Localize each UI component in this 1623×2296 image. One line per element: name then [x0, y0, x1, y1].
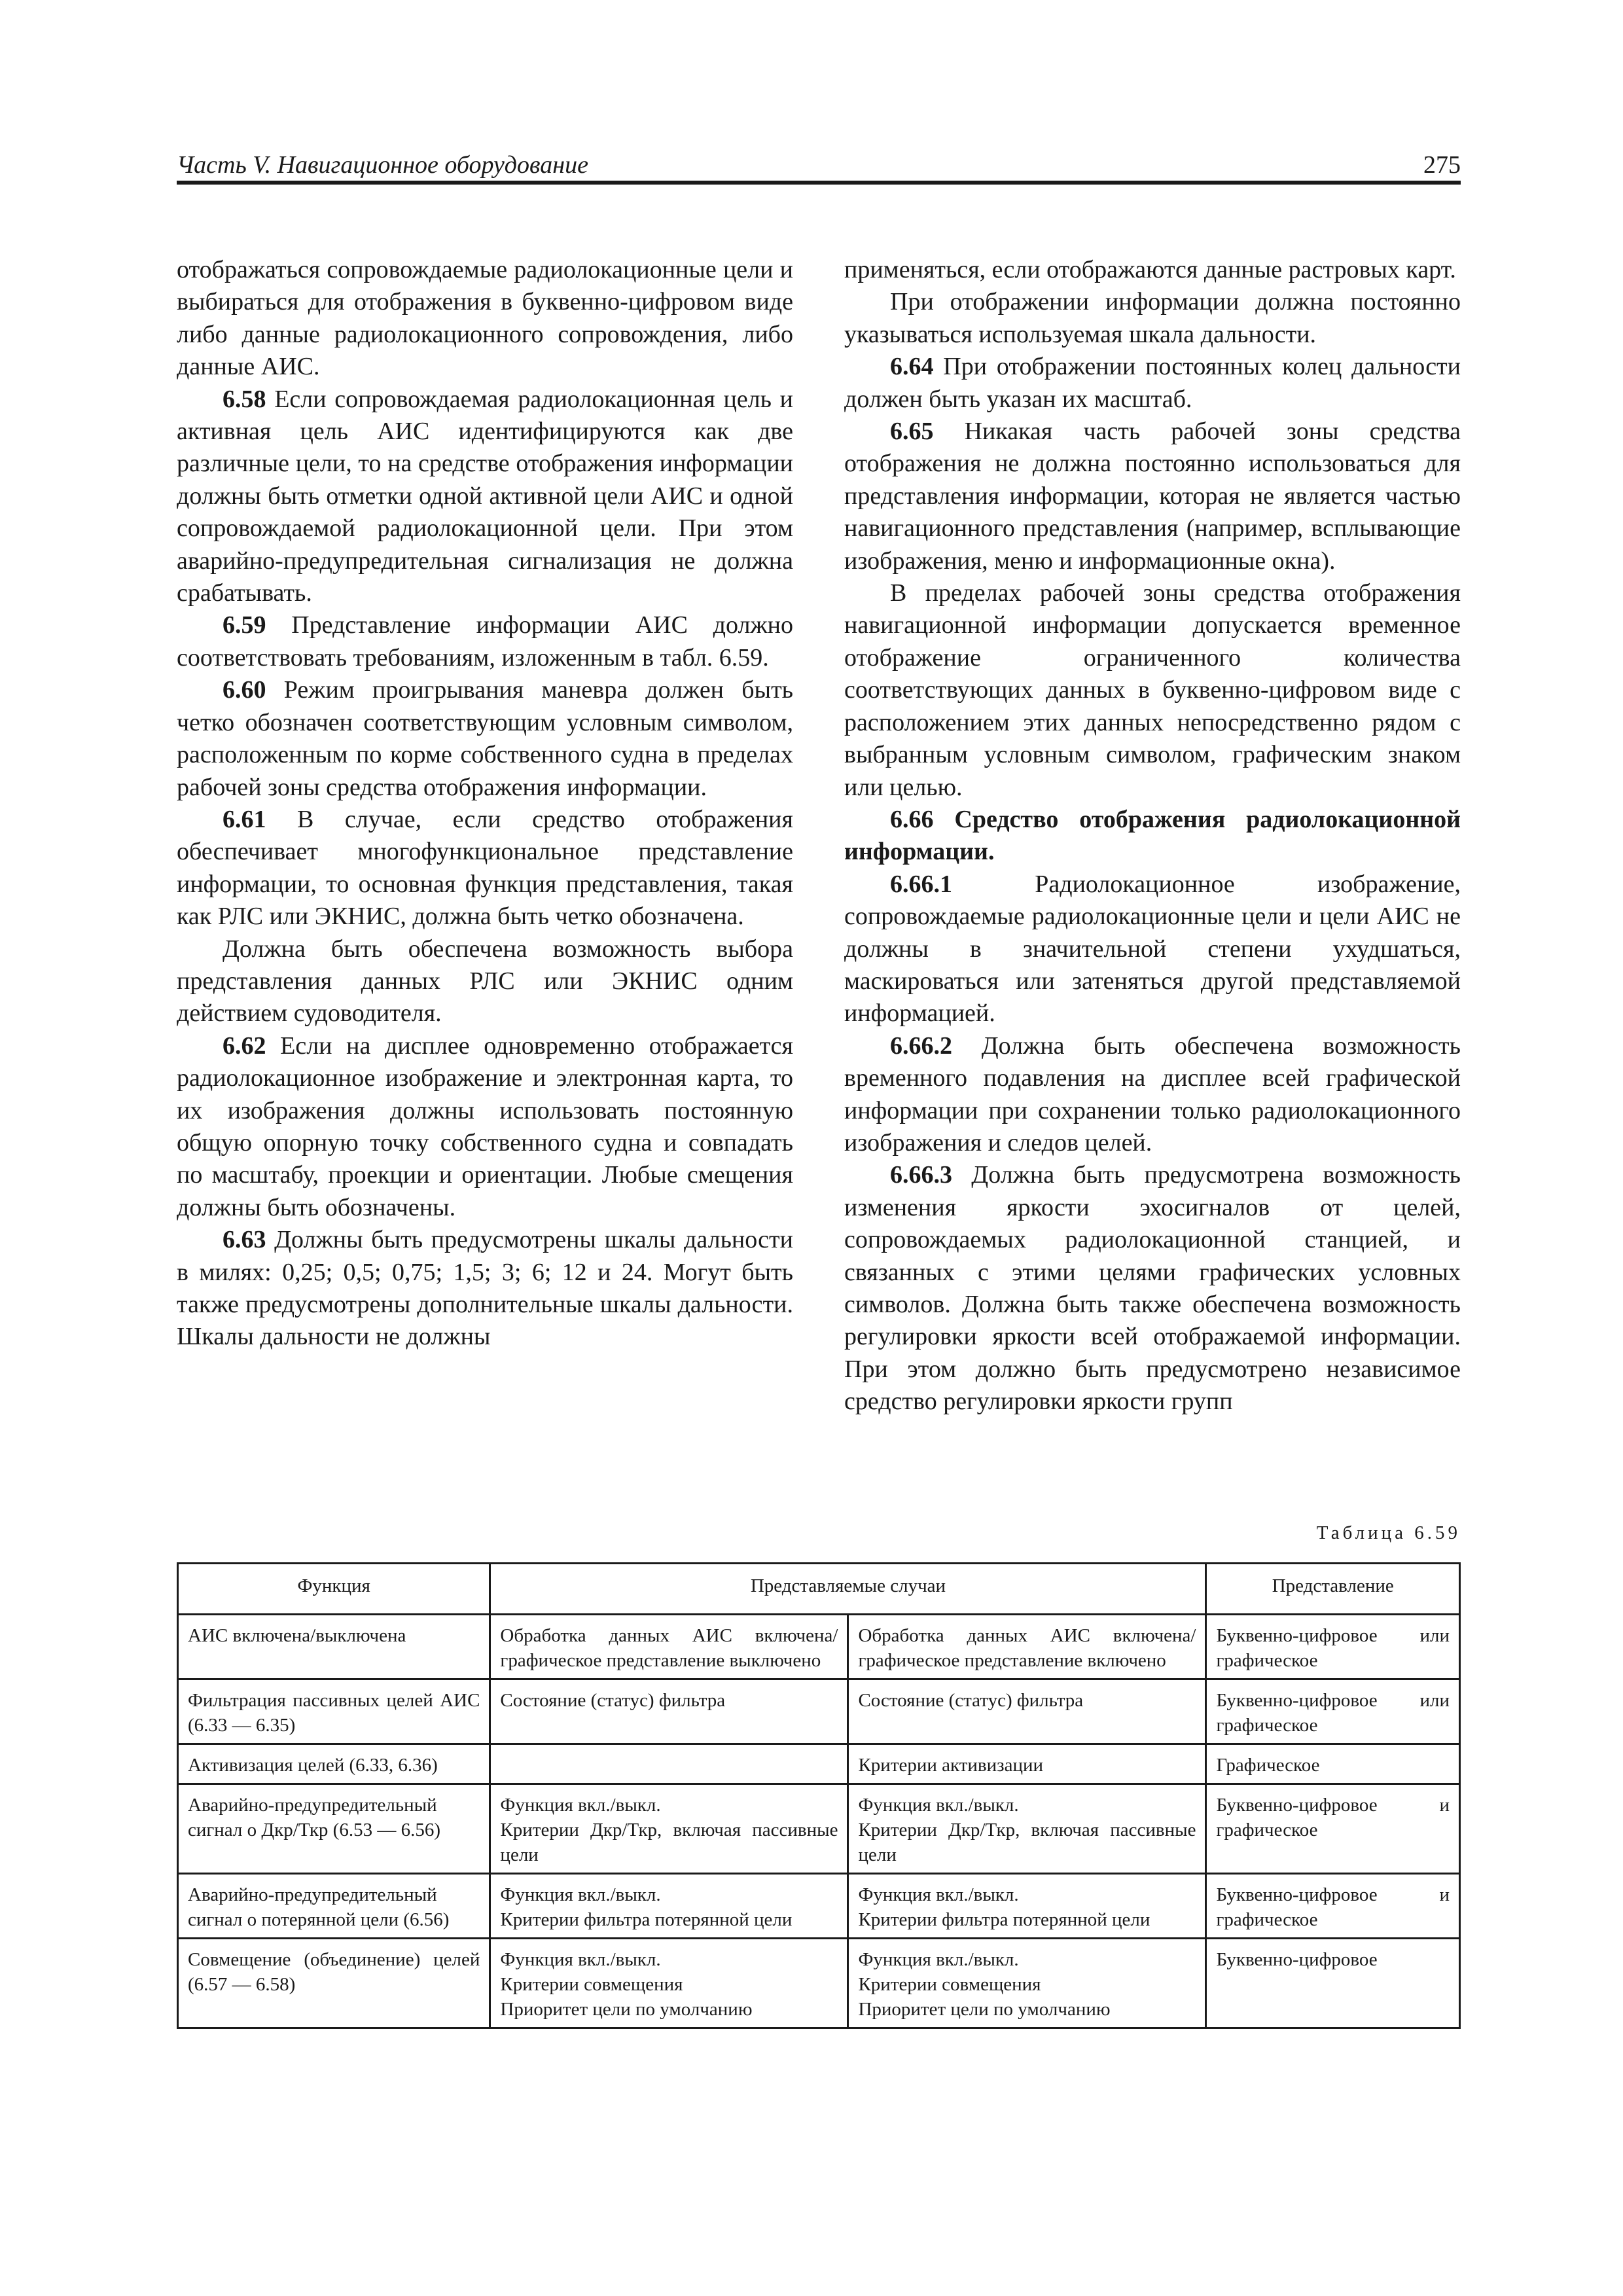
- paragraph: [177, 933, 793, 1030]
- cell-line: Функция вкл./выкл.: [500, 1795, 661, 1816]
- paragraph: [177, 674, 793, 804]
- table-row: [178, 1874, 1460, 1939]
- clause-number: 6.66: [890, 805, 934, 833]
- cell-case-2: [848, 1615, 1206, 1679]
- cell-line: Функция вкл./выкл.: [858, 1949, 1019, 1970]
- cell-case-2: [848, 1679, 1206, 1744]
- paragraph: [844, 416, 1461, 577]
- cell-function: Аварийно-предупредительный сигнал о Дкр/Ткр (6.53 — 6.56): [178, 1784, 490, 1874]
- paragraph-text: При отображении постоянных колец дальности должен быть указан их масштаб.: [844, 353, 1461, 413]
- cell-line: Критерии совмещения: [858, 1974, 1041, 1995]
- cell-case-1: [490, 1784, 848, 1874]
- cell-case-2: [848, 1874, 1206, 1939]
- cell-case-1: [490, 1744, 848, 1784]
- paragraph-text: Никакая часть рабочей зоны средства отображения не должна постоянно использоваться для представления информации, которая не является частью навигационного представления (например, всплывающие изображения, меню и информационные окна).: [844, 418, 1461, 575]
- clause-number: 6.65: [890, 418, 934, 446]
- cell-function: Фильтрация пассивных целей АИС (6.33 — 6.35): [178, 1679, 490, 1744]
- cell-case-2: [848, 1784, 1206, 1874]
- cell-line: Критерии совмещения: [500, 1974, 683, 1995]
- paragraph-text: Режим проигрывания маневра должен быть четко обозначен соответствующим условным символом, расположенным по корме собственного судна в пределах рабочей зоны средства отображения информации.: [177, 676, 794, 801]
- cell-line: Обработка данных АИС включена/графическое представление выключено: [500, 1625, 838, 1671]
- left-column: [177, 254, 793, 1354]
- paragraph: [844, 577, 1461, 804]
- cell-line: Функция вкл./выкл.: [500, 1884, 661, 1905]
- cell-function: Совмещение (объединение) целей (6.57 — 6.58): [178, 1939, 490, 2028]
- paragraph-text: Если на дисплее одновременно отображается радиолокационное изображение и электронная карта, то их изображения должны использовать постоянную общую опорную точку собственного судна и совпадать по масштабу, проекции и ориентации. Любые смещения должны быть обозначены.: [177, 1031, 794, 1221]
- header-rule: [177, 181, 1461, 185]
- cell-function: Аварийно-предупредительный сигнал о потерянной цели (6.56): [178, 1874, 490, 1939]
- cell-function: Активизация целей (6.33, 6.36): [178, 1744, 490, 1784]
- cell-case-1: [490, 1874, 848, 1939]
- cell-presentation: Буквенно-цифровое и графическое: [1206, 1874, 1460, 1939]
- cell-line: Функция вкл./выкл.: [858, 1795, 1019, 1816]
- cell-line: Состояние (статус) фильтра: [500, 1690, 726, 1711]
- header-cases: Представляемые случаи: [490, 1564, 1206, 1615]
- cell-case-2: [848, 1744, 1206, 1784]
- paragraph: [844, 351, 1461, 416]
- table-row: [178, 1784, 1460, 1874]
- header-presentation: Представление: [1206, 1564, 1460, 1615]
- cell-line: Критерии фильтра потерянной цели: [858, 1909, 1150, 1930]
- paragraph-text: В случае, если средство отображения обеспечивает многофункциональное представление информации, то основная функция представления, такая как РЛС или ЭКНИС, должна быть четко обозначена.: [177, 805, 794, 931]
- paragraph-text: Если сопровождаемая радиолокационная цель и активная цель АИС идентифицируются как две различные цели, то на средстве отображения информации должны быть отметки одной активной цели АИС и одной сопровождаемой радиолокационной цели. При этом аварийно-предупредительная сигнализация не должна срабатывать.: [177, 385, 794, 607]
- cell-line: Критерии активизации: [858, 1755, 1044, 1776]
- paragraph-text: Должна быть обеспечена возможность выбора представления данных РЛС или ЭКНИС одним действием судоводителя.: [177, 935, 793, 1028]
- cell-case-1: [490, 1939, 848, 2028]
- paragraph: [844, 1030, 1461, 1160]
- paragraph: [844, 1159, 1461, 1418]
- paragraph: [177, 804, 793, 933]
- cell-case-1: [490, 1615, 848, 1679]
- cell-line: Обработка данных АИС включена/графическое представление включено: [858, 1625, 1196, 1671]
- paragraph: [177, 1030, 793, 1224]
- clause-number: 6.60: [223, 676, 266, 704]
- running-header: [177, 145, 1461, 179]
- right-column: [844, 254, 1461, 1418]
- cell-presentation: Буквенно-цифровое или графическое: [1206, 1615, 1460, 1679]
- paragraph-text: В пределах рабочей зоны средства отображения навигационной информации допускается временное отображение ограниченного количества соответствующих данных в буквенно-цифровом виде с расположением этих данных непосредственно рядом с выбранным условным символом, графическим знаком или целью.: [844, 579, 1461, 801]
- cell-presentation: Буквенно-цифровое и графическое: [1206, 1784, 1460, 1874]
- paragraph-text: Должна быть предусмотрена возможность изменения яркости эхосигналов от целей, сопровождаемых радиолокационной станцией, и связанных с этими целями графических условных символов. Должна быть также обеспечена возможность регулировки яркости всей отображаемой информации. При этом должно быть предусмотрено независимое средство регулировки яркости групп: [844, 1161, 1461, 1416]
- clause-number: 6.64: [890, 353, 934, 381]
- cell-line: Функция вкл./выкл.: [858, 1884, 1019, 1905]
- table-row: [178, 1615, 1460, 1679]
- cell-line: Состояние (статус) фильтра: [858, 1690, 1084, 1711]
- cell-presentation: Графическое: [1206, 1744, 1460, 1784]
- cell-line: Критерии Дкр/Ткр, включая пассивные цели: [500, 1820, 838, 1865]
- paragraph-text: Должны быть предусмотрены шкалы дальности в милях: 0,25; 0,5; 0,75; 1,5; 3; 6; 12 и 24. Могут быть также предусмотрены дополнительные шкалы дальности. Шкалы дальности не должны: [177, 1226, 793, 1351]
- table-caption: Таблица 6.59: [1316, 1522, 1461, 1543]
- clause-number: 6.62: [223, 1031, 266, 1060]
- paragraph: [844, 286, 1461, 351]
- paragraph-text: Должна быть обеспечена возможность временного подавления на дисплее всей графической информации при сохранении только радиолокационного изображения и следов целей.: [844, 1031, 1461, 1157]
- paragraph: [177, 1224, 793, 1354]
- header-title: Часть V. Навигационное оборудование: [177, 151, 588, 179]
- table-row: [178, 1679, 1460, 1744]
- table-6-59: [177, 1562, 1461, 2029]
- paragraph: [177, 254, 793, 384]
- paragraph: [844, 869, 1461, 1030]
- cell-case-1: [490, 1679, 848, 1744]
- table-row: [178, 1744, 1460, 1784]
- cell-line: Критерии фильтра потерянной цели: [500, 1909, 793, 1930]
- paragraph: [844, 254, 1461, 286]
- clause-number: 6.59: [223, 611, 266, 639]
- clause-number: 6.66.3: [890, 1161, 952, 1189]
- cell-line: Критерии Дкр/Ткр, включая пассивные цели: [858, 1820, 1196, 1865]
- paragraph-text: Радиолокационное изображение, сопровождаемые радиолокационные цели и цели АИС не должны в значительной степени ухудшаться, маскироваться или затеняться другой представляемой информацией.: [844, 870, 1461, 1028]
- paragraph: [177, 384, 793, 610]
- clause-number: 6.66.1: [890, 870, 952, 898]
- header-function: Функция: [178, 1564, 490, 1615]
- paragraph-text: Представление информации АИС должно соответствовать требованиям, изложенным в табл. 6.59.: [177, 611, 793, 672]
- paragraph-text: При отображении информации должна постоянно указываться используемая шкала дальности.: [844, 288, 1461, 348]
- cell-presentation: Буквенно-цифровое или графическое: [1206, 1679, 1460, 1744]
- table-header-row: [178, 1564, 1460, 1615]
- cell-function: АИС включена/выключена: [178, 1615, 490, 1679]
- paragraph-text: отображаться сопровождаемые радиолокационные цели и выбираться для отображения в буквенно-цифровом виде либо данные радиолокационного сопровождения, либо данные АИС.: [177, 256, 793, 381]
- paragraph-text: применяться, если отображаются данные растровых карт.: [844, 256, 1456, 283]
- paragraph: [177, 609, 793, 674]
- cell-presentation: Буквенно-цифровое: [1206, 1939, 1460, 2028]
- table-row: [178, 1939, 1460, 2028]
- cell-line: Функция вкл./выкл.: [500, 1949, 661, 1970]
- clause-number: 6.66.2: [890, 1031, 952, 1060]
- cell-line: Приоритет цели по умолчанию: [858, 1999, 1111, 2020]
- clause-number: 6.58: [223, 385, 266, 413]
- cell-line: Приоритет цели по умолчанию: [500, 1999, 753, 2020]
- paragraph: [844, 804, 1461, 869]
- paragraph-text: Средство отображения радиолокационной информации.: [844, 805, 1461, 866]
- clause-number: 6.63: [223, 1226, 266, 1254]
- page-number: 275: [1423, 151, 1461, 179]
- cell-case-2: [848, 1939, 1206, 2028]
- clause-number: 6.61: [223, 805, 266, 833]
